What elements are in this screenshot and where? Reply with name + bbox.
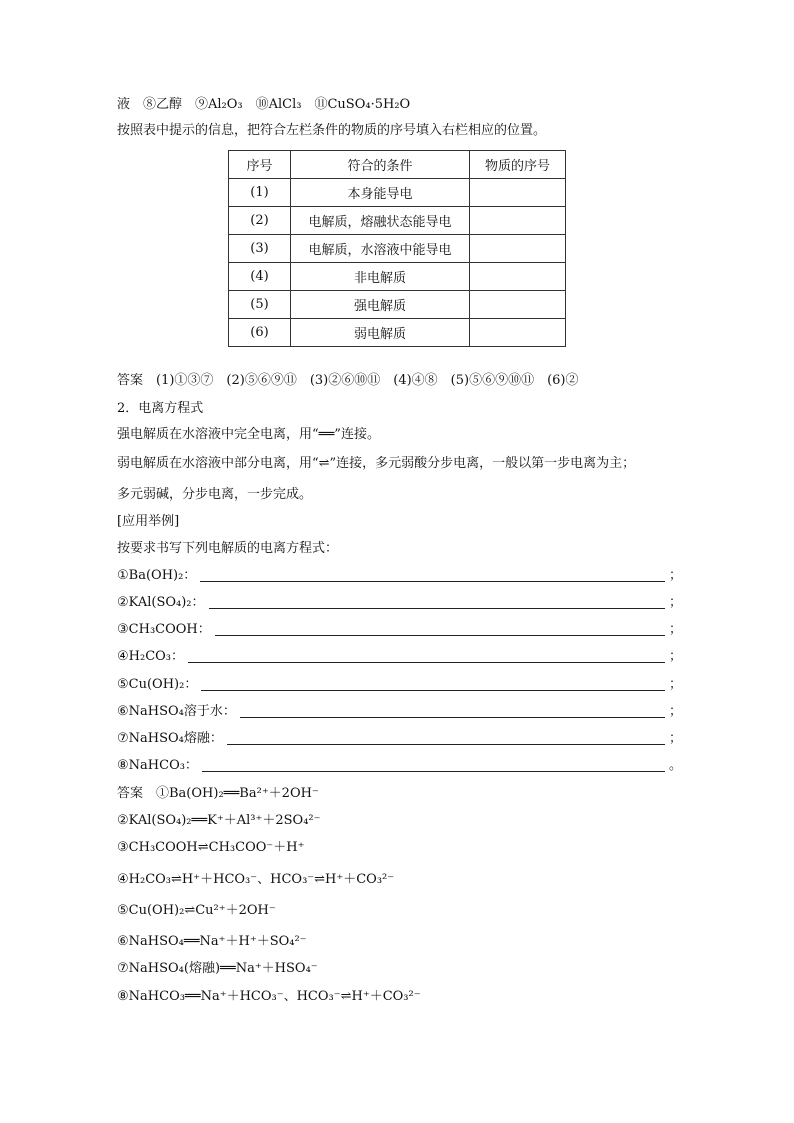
row-no: (2) <box>229 207 291 235</box>
answer-line: ⑦NaHSO₄(熔融)══Na⁺＋HSO₄⁻ <box>117 961 318 976</box>
row-condition: 强电解质 <box>291 291 470 319</box>
instruction-text: 按照表中提示的信息，把符合左栏条件的物质的序号填入右栏相应的位置。 <box>117 123 547 138</box>
row-no: (6) <box>229 319 291 347</box>
exercise-label: ⑦NaHSO₄熔融： <box>117 731 223 746</box>
answer-line: ⑤Cu(OH)₂⇌Cu²⁺＋2OH⁻ <box>117 903 276 918</box>
table-header-row <box>229 151 566 179</box>
exercise-line <box>117 621 683 639</box>
row-answer-cell[interactable] <box>470 207 566 235</box>
exercise-end-mark: ； <box>669 731 683 746</box>
exercise-end-mark: ； <box>669 649 683 664</box>
paragraph-weak-electrolyte: 弱电解质在水溶液中部分电离，用“⇌”连接，多元弱酸分步电离，一般以第一步电离为主； <box>117 456 636 471</box>
row-condition: 电解质，水溶液中能导电 <box>291 235 470 263</box>
exercise-line <box>117 567 683 585</box>
row-condition: 弱电解质 <box>291 319 470 347</box>
section-title: 2．电离方程式 <box>117 401 204 416</box>
exercise-label: ①Ba(OH)₂： <box>117 568 197 583</box>
exercise-label: ③CH₃COOH： <box>117 622 211 637</box>
example-instruction: 按要求书写下列电解质的电离方程式： <box>117 541 339 556</box>
exercise-line <box>117 594 683 612</box>
exercise-label: ⑤Cu(OH)₂： <box>117 677 198 692</box>
answer-line: ⑥NaHSO₄══Na⁺＋H⁺＋SO₄²⁻ <box>117 934 307 949</box>
paragraph-weak-base: 多元弱碱，分步电离，一步完成。 <box>117 487 313 502</box>
exercise-end-mark: ； <box>669 704 683 719</box>
row-answer-cell[interactable] <box>470 291 566 319</box>
table-row <box>229 207 566 235</box>
exercise-end-mark: ； <box>669 677 683 692</box>
answer-blank[interactable] <box>201 690 665 691</box>
exercise-end-mark: ； <box>669 568 683 583</box>
answer-line-1: 答案 (1)①③⑦ (2)⑤⑥⑨⑪ (3)②⑥⑩⑪ (4)④⑧ (5)⑤⑥⑨⑩⑪ (6)② <box>117 373 579 388</box>
exercise-label: ②KAl(SO₄)₂： <box>117 595 205 610</box>
row-condition: 非电解质 <box>291 263 470 291</box>
row-answer-cell[interactable] <box>470 319 566 347</box>
row-answer-cell[interactable] <box>470 235 566 263</box>
row-no: (3) <box>229 235 291 263</box>
answer-blank[interactable] <box>188 662 665 663</box>
exercise-end-mark: ； <box>669 595 683 610</box>
answer-blank[interactable] <box>202 771 665 772</box>
table-row <box>229 263 566 291</box>
exercise-label: ⑧NaHCO₃： <box>117 758 198 773</box>
intro-line: 液 ⑧乙醇 ⑨Al₂O₃ ⑩AlCl₃ ⑪CuSO₄·5H₂O <box>117 97 411 112</box>
row-answer-cell[interactable] <box>470 263 566 291</box>
paragraph-strong-electrolyte: 强电解质在水溶液中完全电离，用“══”连接。 <box>117 427 380 442</box>
exercise-line <box>117 648 683 666</box>
header-condition: 符合的条件 <box>291 151 470 179</box>
answer-line: 答案 ①Ba(OH)₂══Ba²⁺＋2OH⁻ <box>117 786 319 801</box>
header-answer: 物质的序号 <box>470 151 566 179</box>
row-condition: 电解质，熔融状态能导电 <box>291 207 470 235</box>
answer-line: ⑧NaHCO₃══Na⁺＋HCO₃⁻、HCO₃⁻⇌H⁺＋CO₃²⁻ <box>117 989 421 1004</box>
row-condition: 本身能导电 <box>291 179 470 207</box>
exercise-end-mark: ； <box>669 622 683 637</box>
answer-blank[interactable] <box>240 717 665 718</box>
answer-blank[interactable] <box>200 581 665 582</box>
answer-line: ②KAl(SO₄)₂══K⁺＋Al³⁺＋2SO₄²⁻ <box>117 813 321 828</box>
row-no: (5) <box>229 291 291 319</box>
header-no: 序号 <box>229 151 291 179</box>
table-row <box>229 179 566 207</box>
exercise-label: ⑥NaHSO₄溶于水： <box>117 704 236 719</box>
answer-blank[interactable] <box>215 635 665 636</box>
conditions-table <box>228 150 566 347</box>
table-row <box>229 235 566 263</box>
table-row <box>229 291 566 319</box>
exercise-end-mark: 。 <box>669 758 683 773</box>
row-answer-cell[interactable] <box>470 179 566 207</box>
exercise-line <box>117 757 683 775</box>
example-heading: [应用举例] <box>117 514 180 529</box>
answer-blank[interactable] <box>227 744 665 745</box>
exercise-line <box>117 703 683 721</box>
exercise-line <box>117 730 683 748</box>
table-row <box>229 319 566 347</box>
answer-line: ③CH₃COOH⇌CH₃COO⁻＋H⁺ <box>117 840 305 855</box>
row-no: (4) <box>229 263 291 291</box>
exercise-line <box>117 676 683 694</box>
answer-line: ④H₂CO₃⇌H⁺＋HCO₃⁻、HCO₃⁻⇌H⁺＋CO₃²⁻ <box>117 872 395 887</box>
exercise-label: ④H₂CO₃： <box>117 649 185 664</box>
answer-blank[interactable] <box>209 608 665 609</box>
row-no: (1) <box>229 179 291 207</box>
